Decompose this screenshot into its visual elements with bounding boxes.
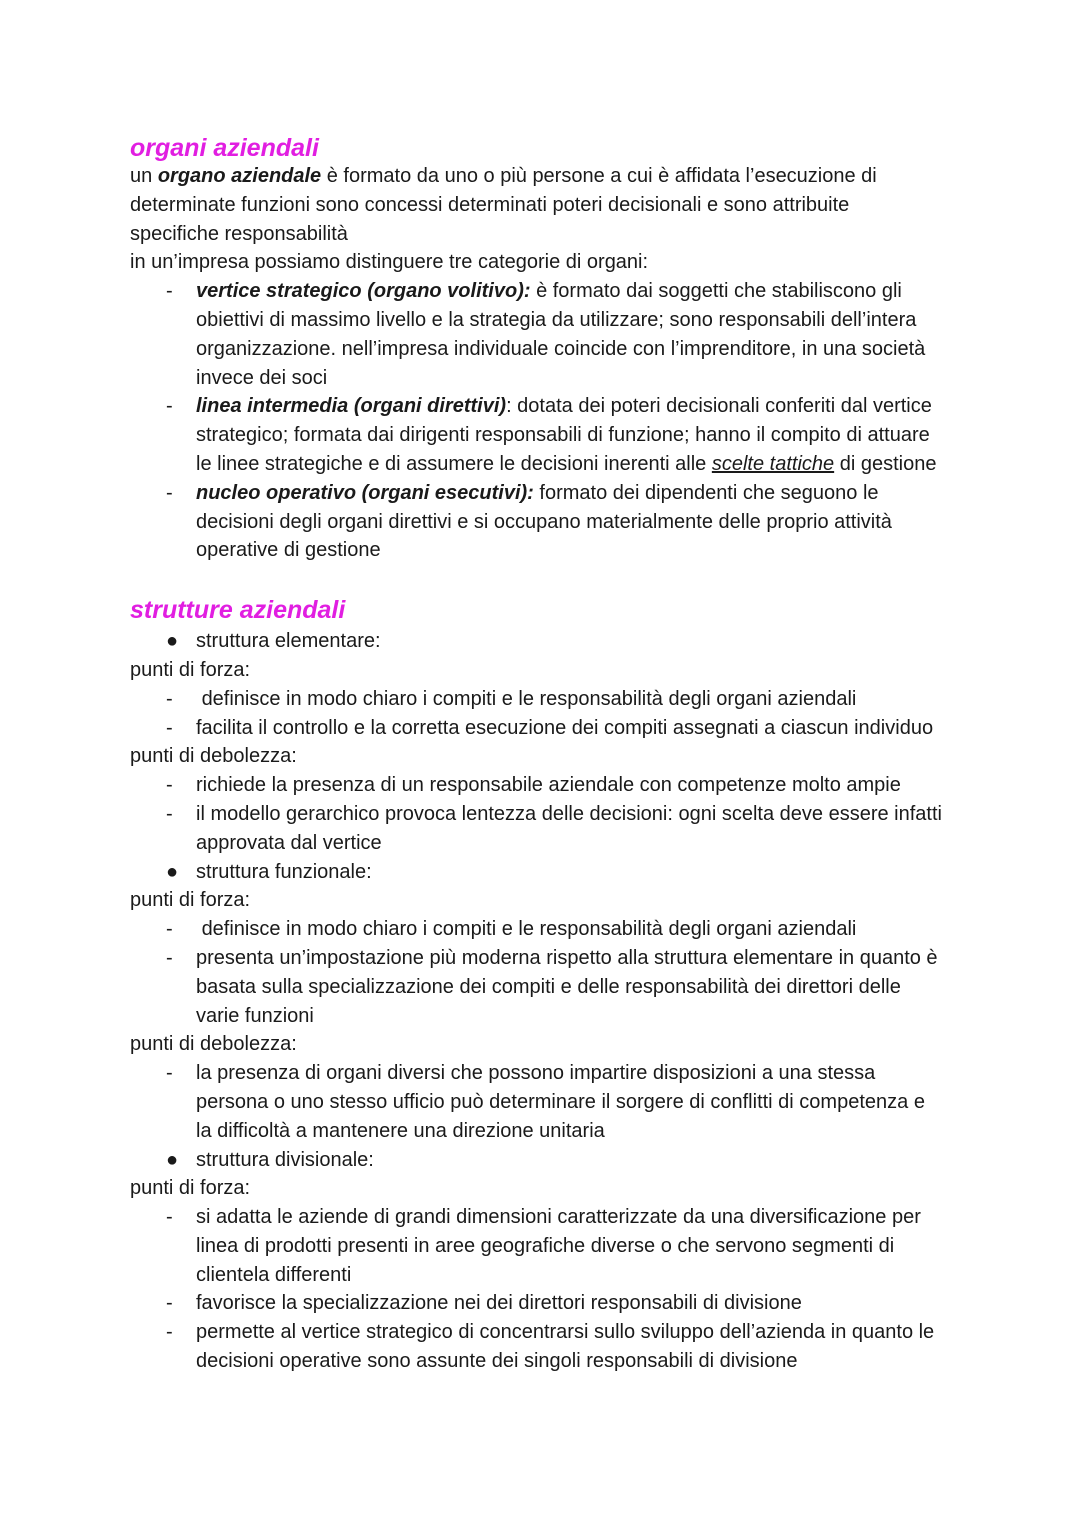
- intro-text-pre: un: [130, 165, 158, 187]
- bullet-marker: ●: [166, 860, 179, 883]
- dash-marker: -: [166, 687, 173, 710]
- list-item-text: definisce in modo chiaro i compiti e le responsabilità degli organi aziendali: [196, 687, 857, 710]
- list-item-linea-intermedia: [130, 392, 942, 478]
- list-item-forza: [130, 915, 942, 944]
- structure-title: struttura funzionale:: [196, 860, 372, 883]
- bullet-item-struttura-divisionale: [130, 1146, 942, 1175]
- list-item-forza: [130, 1289, 942, 1318]
- list-item-nucleo-operativo: [130, 479, 942, 565]
- section-strutture-aziendali: [130, 594, 948, 1376]
- bullet-item-struttura-elementare: [130, 627, 942, 656]
- dash-marker: -: [166, 946, 173, 969]
- vertice-description: è formato dai soggetti che stabiliscono gli obiettivi di massimo livello e la strategia da utilizzare; sono responsabili dell’intera organizzazione. nell’impresa individuale coincide con l’imprenditore, in una società invece dei soci: [196, 280, 931, 389]
- section-heading-organi: organi aziendali: [130, 134, 319, 162]
- list-item-debolezza: [130, 1059, 942, 1145]
- list-item-text: richiede la presenza di un responsabile aziendale con competenze molto ampie: [196, 774, 901, 797]
- label-punti-di-debolezza: punti di debolezza:: [130, 745, 297, 768]
- structure-title: struttura divisionale:: [196, 1148, 374, 1171]
- dash-marker: -: [166, 280, 173, 303]
- dash-marker: -: [166, 1292, 173, 1315]
- term-linea-intermedia: linea intermedia (organi direttivi): [196, 395, 507, 418]
- section-organi-aziendali: [130, 134, 942, 565]
- intro-paragraph: [130, 162, 942, 248]
- dash-marker: -: [166, 1062, 173, 1085]
- bullet-marker: ●: [166, 630, 179, 653]
- intro-text-post: è formato da uno o più persone a cui è affidata l’esecuzione di determinate funzioni sono concessi determinati poteri decisionali e sono attribuite specifiche responsabilità: [130, 165, 883, 245]
- list-item-text: presenta un’impostazione più moderna rispetto alla struttura elementare in quanto è basata sulla specializzazione dei compiti e delle responsabilità dei direttori delle varie funzioni: [196, 946, 944, 1027]
- list-item-text: [196, 392, 942, 478]
- linea-description: : dotata dei poteri decisionali conferiti dal vertice strategico; formata dai dirigenti responsabili di funzione; hanno il compito di attuare le linee strategiche e di assumere le decisioni inerenti alle: [196, 395, 938, 475]
- term-vertice-strategico: vertice strategico (organo volitivo):: [196, 280, 531, 303]
- list-item-forza: [130, 685, 942, 714]
- intro-bold-term: organo aziendale: [157, 165, 322, 187]
- list-item-text: la presenza di organi diversi che possono impartire disposizioni a una stessa persona o uno stesso ufficio può determinare il sorgere di conflitti di competenza e la difficoltà a mantenere una direzione unitaria: [196, 1062, 931, 1142]
- list-item-text: [196, 277, 942, 392]
- section-heading-strutture: strutture aziendali: [130, 596, 346, 625]
- structure-title: struttura elementare:: [196, 630, 381, 653]
- list-item-text: facilita il controllo e la corretta esecuzione dei compiti assegnati a ciascun individuo: [196, 716, 934, 739]
- list-item-text: si adatta le aziende di grandi dimensioni caratterizzate da una diversificazione per linea di prodotti presenti in aree geografiche diverse o che servono segmenti di clientela differenti: [196, 1206, 927, 1286]
- linea-description-end: di gestione: [834, 452, 937, 475]
- list-item-forza: [130, 1318, 942, 1376]
- dash-marker: -: [166, 802, 173, 825]
- list-item-text: il modello gerarchico provoca lentezza delle decisioni: ogni scelta deve essere infatti approvata dal vertice: [196, 802, 948, 854]
- label-punti-di-forza: punti di forza:: [130, 658, 251, 681]
- dash-marker: -: [166, 918, 173, 941]
- label-punti-di-debolezza: punti di debolezza:: [130, 1033, 297, 1056]
- bullet-item-struttura-funzionale: [130, 858, 942, 887]
- label-punti-di-forza: punti di forza:: [130, 889, 251, 912]
- dash-marker: -: [166, 716, 173, 739]
- list-item-debolezza: [130, 800, 948, 858]
- underlined-term-scelte-tattiche: scelte tattiche: [711, 452, 835, 475]
- list-item-text: definisce in modo chiaro i compiti e le responsabilità degli organi aziendali: [196, 918, 857, 941]
- list-item-forza: [130, 944, 942, 1030]
- nucleo-description: formato dei dipendenti che seguono le decisioni degli organi direttivi e si occupano materialmente delle proprio attività operative di gestione: [196, 481, 898, 562]
- list-item-forza: [130, 1203, 942, 1289]
- list-item-text: [196, 479, 942, 565]
- dash-marker: -: [166, 395, 173, 418]
- bullet-marker: ●: [166, 1148, 179, 1171]
- list-item-debolezza: [130, 771, 942, 800]
- dash-marker: -: [166, 1321, 173, 1344]
- term-nucleo-operativo: nucleo operativo (organi esecutivi):: [196, 481, 534, 504]
- label-punti-di-forza: punti di forza:: [130, 1177, 251, 1200]
- list-item-text: permette al vertice strategico di concentrarsi sullo sviluppo dell’azienda in quanto le decisioni operative sono assunte dei singoli responsabili di divisione: [196, 1321, 940, 1373]
- dash-marker: -: [166, 481, 173, 504]
- dash-marker: -: [166, 1206, 173, 1229]
- lead-in-line: in un’impresa possiamo distinguere tre categorie di organi:: [130, 251, 649, 274]
- list-item-vertice-strategico: [130, 277, 942, 392]
- list-item-text: favorisce la specializzazione nei dei direttori responsabili di divisione: [196, 1292, 802, 1315]
- list-item-forza: [130, 714, 942, 743]
- dash-marker: -: [166, 774, 173, 797]
